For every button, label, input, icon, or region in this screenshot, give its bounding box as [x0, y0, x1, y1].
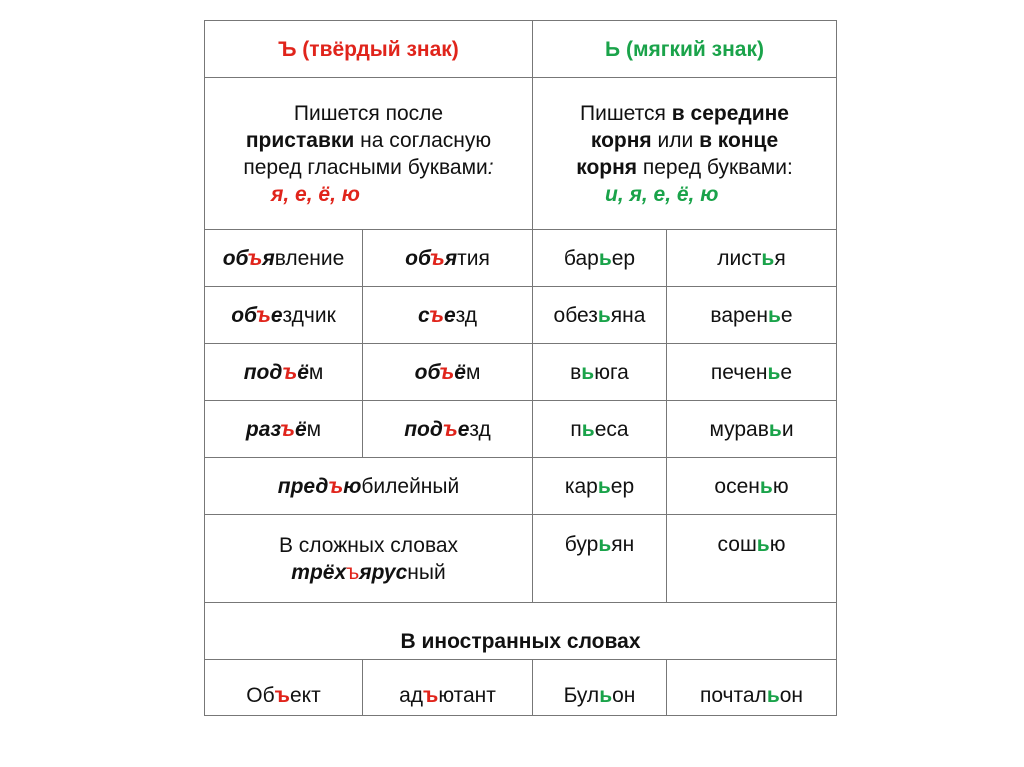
soft-sign-letter: ь [597, 474, 611, 498]
rule-hard-cell [205, 78, 533, 230]
soft-sign-letter: ь [598, 246, 612, 270]
soft-sign-letter: ь [759, 474, 773, 498]
word-start: мурав [709, 417, 769, 441]
rule-hard-bold: приставки [245, 128, 355, 152]
rule-soft-cell [533, 78, 837, 230]
hard-example-wide [205, 458, 533, 515]
rule-soft-text-3: перед буквами: [637, 155, 793, 179]
word-vowel: я [444, 246, 458, 270]
soft-sign-letter: ь [581, 360, 595, 384]
hard-sign-letter: ъ [274, 684, 290, 707]
hard-example [205, 401, 363, 458]
word-prefix: под [243, 360, 283, 384]
word-start: Бул [563, 684, 600, 707]
header-soft-sign: Ь (мягкий знак) [533, 21, 837, 78]
word-end: ю [772, 474, 789, 498]
word-rest: зд [469, 417, 491, 441]
soft-example [667, 401, 837, 458]
soft-example [667, 287, 837, 344]
rule-soft-letters: и, я, е, ё, ю [605, 182, 719, 206]
hard-sign-letter: ъ [328, 474, 344, 498]
soft-example [667, 344, 837, 401]
header-hard-sign: Ъ (твёрдый знак) [205, 21, 533, 78]
word-rest: билейный [361, 474, 460, 498]
word-vowel: ю [343, 474, 362, 498]
word-start: Об [246, 684, 275, 707]
hard-example [363, 344, 533, 401]
example-row [205, 287, 837, 344]
rule-soft-text-2: или [651, 128, 700, 152]
foreign-word [363, 660, 533, 716]
word-end: ект [289, 684, 321, 707]
word-vowel: ё [294, 417, 307, 441]
word-vowel: ё [297, 360, 309, 384]
word-end: я [774, 246, 786, 270]
soft-example [667, 458, 837, 515]
word-rest: м [308, 360, 324, 384]
word-rest: м [465, 360, 481, 384]
word-start: п [570, 417, 582, 441]
rule-soft-bold-2: корня [590, 128, 652, 152]
word-start: сош [717, 533, 757, 556]
rule-hard-text: на согласную [354, 128, 492, 152]
word-vowel: е [270, 303, 283, 327]
foreign-title [205, 603, 837, 660]
rule-hard-text-2: перед гласными буквами [243, 155, 488, 179]
word-end: ю [769, 533, 786, 556]
word-start: лист [717, 246, 762, 270]
foreign-title-row [205, 603, 837, 660]
rule-soft-bold-3: в конце [699, 128, 779, 152]
soft-sign-letter: ь [766, 684, 780, 707]
word-rest: зд [455, 303, 478, 327]
word-prefix: с [417, 303, 430, 327]
hard-sign-letter: ъ [423, 684, 439, 707]
word-prefix: под [404, 417, 443, 441]
word-end: ер [610, 474, 635, 498]
rule-soft-line-3 [537, 154, 832, 181]
soft-sign-letter: ь [761, 246, 775, 270]
word-end: яна [610, 303, 646, 327]
foreign-title-text: В иностранных словах [400, 630, 641, 653]
word-root: ярус [359, 560, 408, 584]
hard-sign-letter: ъ [255, 303, 271, 327]
word-end: он [612, 684, 636, 707]
compound-row [205, 515, 837, 603]
word-vowel: е [457, 417, 470, 441]
hard-sign-letter: ъ [346, 560, 360, 584]
header-row [205, 21, 837, 78]
word-rest: здчик [282, 303, 336, 327]
hard-example [363, 287, 533, 344]
soft-sign-letter: ь [598, 533, 612, 556]
soft-sign-letter: ь [767, 303, 781, 327]
foreign-word [667, 660, 837, 716]
rule-row [205, 78, 837, 230]
word-end: он [779, 684, 804, 707]
rule-soft-text: Пишется [580, 101, 672, 125]
word-prefix: об [222, 246, 248, 270]
rule-soft-line-2 [537, 127, 832, 154]
hard-sign-letter: ъ [280, 417, 295, 441]
soft-sign-letter: ь [599, 684, 613, 707]
word-start: почтал [699, 684, 767, 707]
word-rest: ный [407, 560, 446, 584]
word-prefix: раз [245, 417, 281, 441]
word-start: ад [399, 684, 424, 707]
soft-example [533, 287, 667, 344]
word-vowel: е [443, 303, 456, 327]
hard-example [363, 230, 533, 287]
example-row [205, 458, 837, 515]
hard-sign-letter: ъ [429, 303, 444, 327]
soft-sign-letter: ь [767, 360, 781, 384]
word-end: и [781, 417, 794, 441]
foreign-word [533, 660, 667, 716]
word-start: в [570, 360, 582, 384]
rule-hard-colon: : [487, 155, 494, 179]
word-end: е [780, 303, 793, 327]
soft-example [533, 401, 667, 458]
word-end: еса [594, 417, 629, 441]
example-row [205, 344, 837, 401]
soft-example [533, 515, 667, 603]
word-rest: тия [457, 246, 490, 270]
word-end: ютант [438, 684, 496, 707]
rules-table [204, 20, 837, 716]
word-rest: вление [274, 246, 345, 270]
hard-sign-letter: ъ [442, 417, 458, 441]
hard-example [205, 287, 363, 344]
hard-sign-letter: ъ [429, 246, 445, 270]
rule-soft-line-1 [537, 100, 832, 127]
compound-cell [205, 515, 533, 603]
word-end: ян [611, 533, 635, 556]
soft-example [667, 515, 837, 603]
rule-hard-line-3 [209, 154, 528, 181]
word-prefix: пред [277, 474, 329, 498]
soft-sign-letter: ь [756, 533, 770, 556]
foreign-row [205, 660, 837, 716]
word-vowel: я [262, 246, 275, 270]
word-start: бур [564, 533, 599, 556]
compound-label: В сложных словах [278, 533, 459, 557]
word-start: печен [710, 360, 768, 384]
example-row [205, 401, 837, 458]
hard-sign-letter: ъ [247, 246, 263, 270]
compound-word [209, 559, 528, 586]
word-start: варен [710, 303, 768, 327]
word-start: обез [553, 303, 598, 327]
hard-example [205, 230, 363, 287]
word-start: осен [714, 474, 760, 498]
word-start: кар [564, 474, 598, 498]
word-rest: м [306, 417, 322, 441]
soft-sign-letter: ь [768, 417, 782, 441]
word-end: е [780, 360, 793, 384]
soft-sign-letter: ь [581, 417, 595, 441]
rule-hard-line-2 [209, 127, 528, 154]
soft-example [667, 230, 837, 287]
hard-example [205, 344, 363, 401]
word-end: юга [594, 360, 629, 384]
word-prefix: об [414, 360, 440, 384]
word-vowel: ё [454, 360, 466, 384]
foreign-word [205, 660, 363, 716]
example-row [205, 230, 837, 287]
rule-hard-letters: я, е, ё, ю [271, 182, 360, 206]
rule-hard-line-1: Пишется после [293, 101, 444, 125]
hard-example [363, 401, 533, 458]
word-end: ер [611, 246, 636, 270]
hard-sign-letter: ъ [439, 360, 455, 384]
soft-sign-letter: ь [597, 303, 611, 327]
rule-soft-bold-4: корня [576, 155, 638, 179]
soft-example [533, 344, 667, 401]
soft-example [533, 230, 667, 287]
rule-soft-bold: в середине [671, 101, 789, 125]
hard-sign-letter: ъ [282, 360, 298, 384]
word-prefix: об [231, 303, 256, 327]
word-start: бар [563, 246, 599, 270]
soft-example [533, 458, 667, 515]
word-prefix: трёх [291, 560, 347, 584]
word-prefix: об [405, 246, 430, 270]
